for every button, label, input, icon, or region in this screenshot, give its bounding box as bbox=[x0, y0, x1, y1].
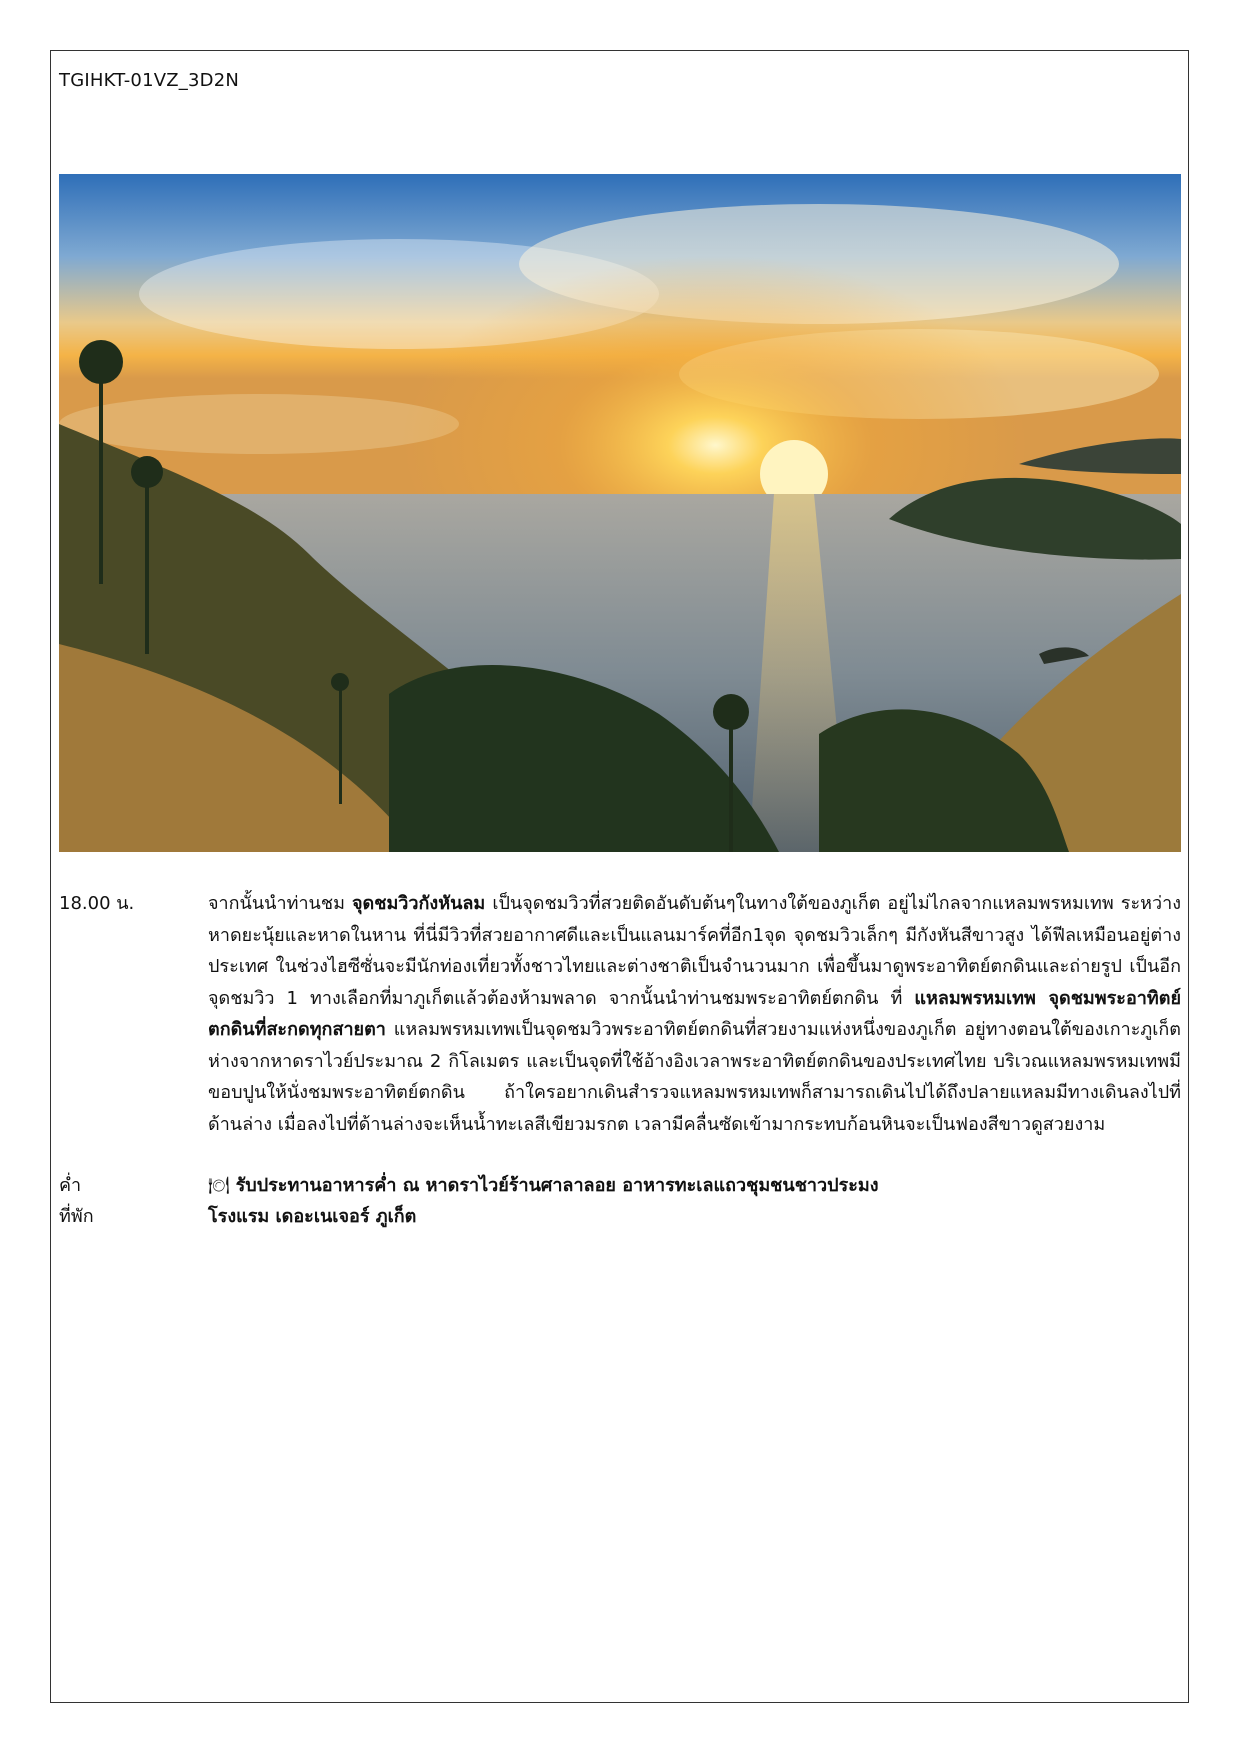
viewpoint-name: จุดชมวิวกังหันลม bbox=[351, 893, 486, 914]
hotel-name: โรงแรม เดอะเนเจอร์ ภูเก็ต bbox=[208, 1206, 417, 1227]
hotel-wrap bbox=[208, 1201, 1181, 1233]
itinerary-row-evening bbox=[59, 888, 1181, 1188]
description-part-3: แหลมพรหมเทพเป็นจุดชมวิวพระอาทิตย์ตกดินที่สวยงามแห่งหนึ่งของภูเก็ต อยู่ทางตอนใต้ของเกาะภูเก็ตห่างจากหาดราไวย์ประมาณ 2 กิโลเมตร และเป็นจุดที่ใช้อ้างอิงเวลาพระอาทิตย์ตกดินของประเทศไทย บริเวณแหลมพรหมเทพมีขอบปูนให้นั่งชมพระอาทิตย์ตกดิน ถ้าใครอยากเดินสำรวจแหลมพรหมเทพก็สามารถเดินไปได้ถึงปลายแหลมมีทางเดินลงไปที่ด้านล่าง เมื่อลงไปที่ด้านล่างจะเห็นน้ำทะเลสีเขียวมรกต เวลามีคลื่นซัดเข้ามากระทบก้อนหินจะเป็นฟองสีขาวดูสวยงาม bbox=[208, 1019, 1181, 1135]
hotel-label: ที่พัก bbox=[59, 1206, 94, 1227]
sunset-photo bbox=[59, 174, 1181, 852]
time-label: 18.00 น. bbox=[59, 893, 135, 914]
itinerary-row-dinner bbox=[59, 1170, 1181, 1202]
description-part-2: เป็นจุดชมวิวที่สวยติดอันดับต้นๆในทางใต้ของภูเก็ต อยู่ไม่ไกลจากแหลมพรหมเทพ ระหว่างหาดยะนุ้ยและหาดในหาน ที่นี่มีวิวที่สวยอากาศดีและเป็นแลนมาร์คที่อีก1จุด จุดชมวิวเล็กๆ มีกังหันสีขาวสูง ได้ฟีลเหมือนอยู่ต่างประเทศ ในช่วงไฮซีซั่นจะมีนักท่องเที่ยวทั้งชาวไทยและต่างชาติเป็นจำนวนมาก เพื่อขึ้นมาดูพระอาทิตย์ตกดินและถ่ายรูป เป็นอีกจุดชมวิว 1 ทางเลือกที่มาภูเก็ตแล้วต้องห้ามพลาด จากนั้นนำท่านชมพระอาทิตย์ตกดิน ที่ bbox=[208, 893, 1181, 1009]
description-part-1: จากนั้นนำท่านชม bbox=[208, 893, 352, 914]
dinner-plate-icon: 🍽 bbox=[208, 1176, 230, 1196]
itinerary-row-hotel bbox=[59, 1201, 1181, 1233]
dinner-text-wrap bbox=[208, 1170, 1181, 1203]
dinner-label: ค่ำ bbox=[59, 1175, 82, 1196]
dinner-text: รับประทานอาหารค่ำ ณ หาดราไวย์ร้านศาลาลอย อาหารทะเลแถวชุมชนชาวประมง bbox=[235, 1175, 879, 1196]
evening-description bbox=[208, 888, 1181, 1140]
sunset-over-sea-icon bbox=[59, 174, 1181, 852]
document-code: TGIHKT-01VZ_3D2N bbox=[59, 70, 240, 91]
cape-name: แหลมพรหมเทพ จุดชมพระอาทิตย์ตกดินที่สะกดทุกสายตา bbox=[208, 987, 1181, 1040]
